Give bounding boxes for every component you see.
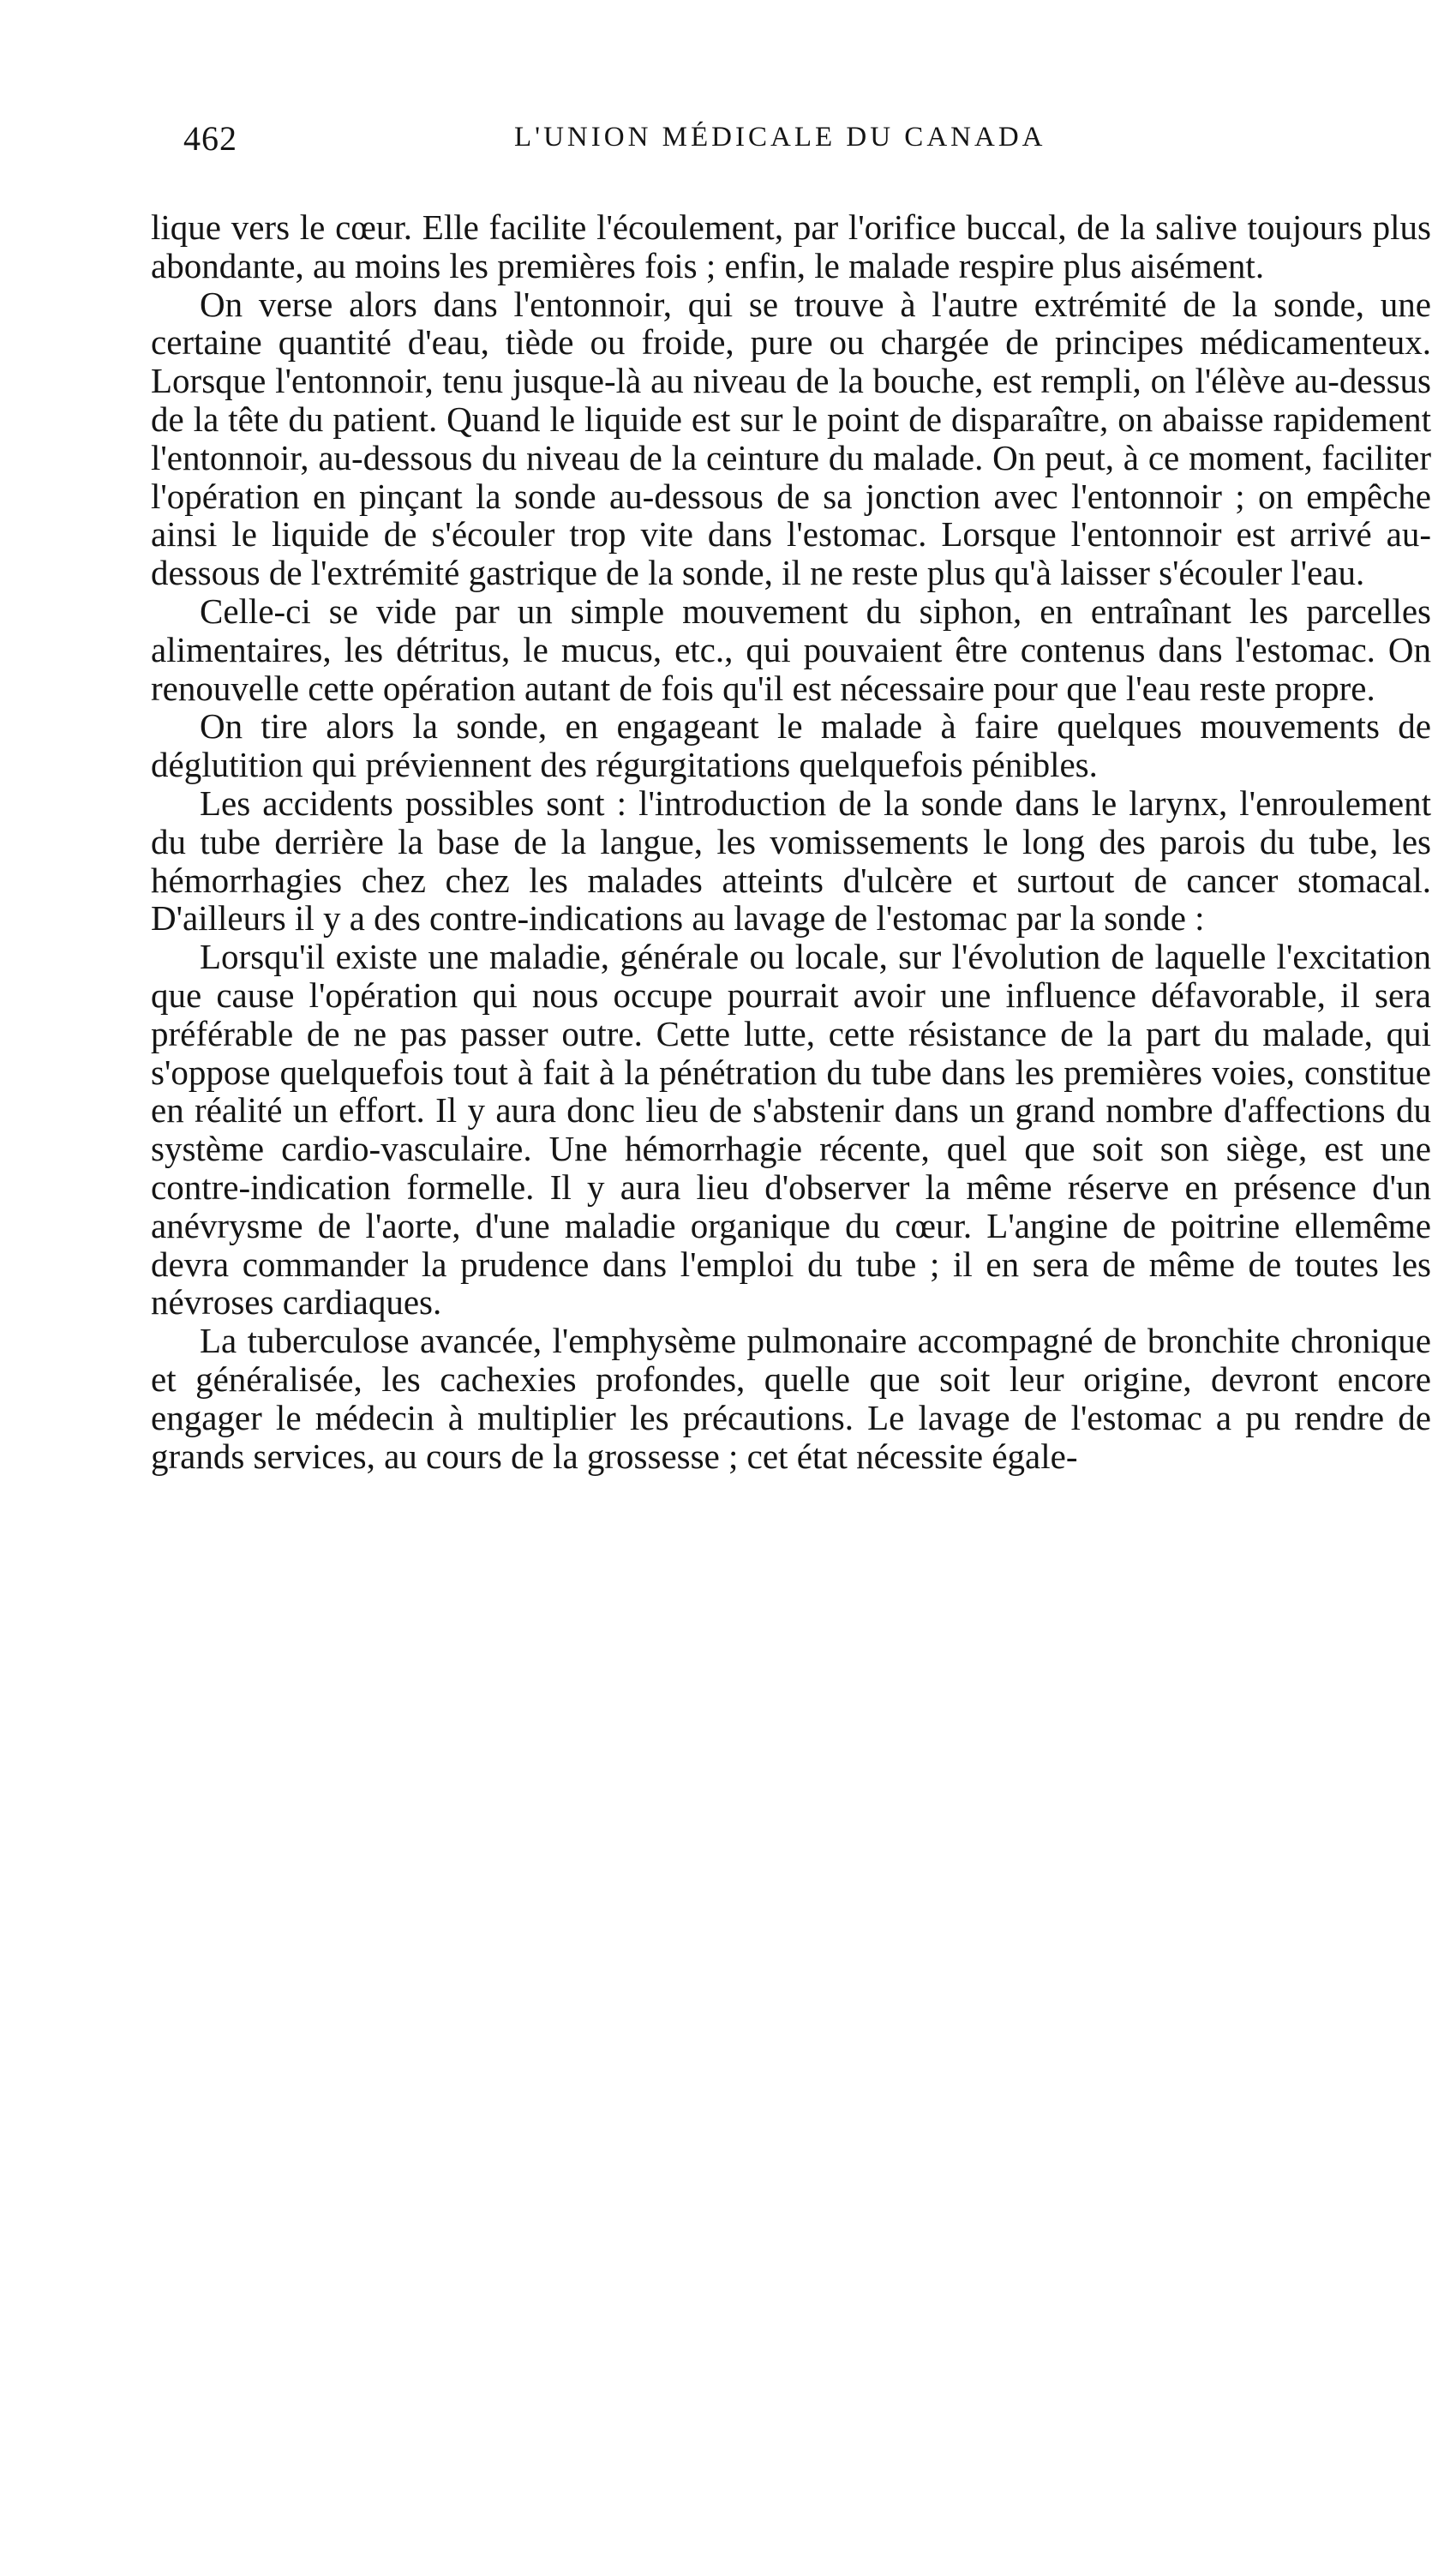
- paragraph-tube-removal: On tire alors la sonde, en engageant le malade à faire quelques mouvements de déglutition qui préviennent des régurgitations quelquefois pénibles.: [151, 706, 1431, 785]
- page-header: [0, 118, 1456, 161]
- body-text: [151, 208, 1431, 1475]
- paragraph-contraindications: Lorsqu'il existe une maladie, générale ou locale, sur l'évolution de laquelle l'excitation que cause l'opération qui nous occupe pourrait avoir une influence défavorable, il sera préférable de ne pas passer outre. Cette lutte, cette résistance de la part du malade, qui s'oppose quelquefois tout à fait à la pénétration du tube dans les premières voies, constitue en réalité un effort. Il y aura donc lieu de s'abstenir dans un grand nombre d'affections du système cardio-vasculaire. Une hémorrhagie récente, quel que soit son siège, est une contre-indication formelle. Il y aura lieu d'observer la même réserve en présence d'un anévrysme de l'aorte, d'une maladie organique du cœur. L'angine de poitrine ellemême devra commander la prudence dans l'emploi du tube ; il en sera de même de toutes les névroses cardiaques.: [151, 937, 1431, 1322]
- paragraph-siphon: Celle-ci se vide par un simple mouvement du siphon, en entraînant les parcelles alimentaires, les détritus, le mucus, etc., qui pouvaient être contenus dans l'estomac. On renouvelle cette opération autant de fois qu'il est nécessaire pour que l'eau reste propre.: [151, 591, 1431, 708]
- paragraph-funnel-procedure: On verse alors dans l'entonnoir, qui se trouve à l'autre extrémité de la sonde, une certaine quantité d'eau, tiède ou froide, pure ou chargée de principes médicamenteux. Lorsque l'entonnoir, tenu jusque-là au niveau de la bouche, est rempli, on l'élève au-dessus de la tête du patient. Quand le liquide est sur le point de disparaître, on abaisse rapidement l'entonnoir, au-dessous du niveau de la ceinture du malade. On peut, à ce moment, faciliter l'opération en pinçant la sonde au-dessous de sa jonction avec l'entonnoir ; on empêche ainsi le liquide de s'écouler trop vite dans l'estomac. Lorsque l'entonnoir est arrivé au-dessous de l'extrémité gastrique de la sonde, il ne reste plus qu'à laisser s'écouler l'eau.: [151, 284, 1431, 593]
- paragraph-continuation: lique vers le cœur. Elle facilite l'écoulement, par l'orifice buccal, de la salive toujours plus abondante, au moins les premières fois ; enfin, le malade respire plus aisément.: [151, 207, 1431, 285]
- page-number: 462: [183, 119, 237, 158]
- paragraph-accidents: Les accidents possibles sont : l'introduction de la sonde dans le larynx, l'enroulement du tube derrière la base de la langue, les vomissements le long des parois du tube, les hémorrhagies chez chez les malades atteints d'ulcère et surtout de cancer stomacal. D'ailleurs il y a des contre-indications au lavage de l'estomac par la sonde :: [151, 783, 1431, 939]
- running-title: L'UNION MÉDICALE DU CANADA: [514, 122, 1046, 153]
- paragraph-tuberculosis: La tuberculose avancée, l'emphysème pulmonaire accompagné de bronchite chronique et généralisée, les cachexies profondes, quelle que soit leur origine, devront encore engager le médecin à multiplier les précautions. Le lavage de l'estomac a pu rendre de grands services, au cours de la grossesse ; cet état nécessite égale-: [151, 1321, 1431, 1476]
